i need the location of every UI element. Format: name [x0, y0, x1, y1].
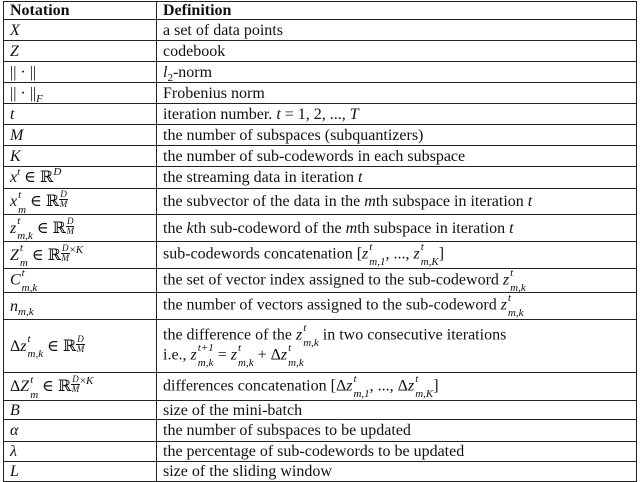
- notation-cell: [4, 41, 157, 62]
- superscript: [22, 268, 38, 278]
- superscript: [18, 190, 26, 200]
- math-script: m,k: [510, 281, 526, 294]
- superscript: [369, 242, 385, 252]
- math-variable: z: [413, 245, 420, 263]
- math-script: t: [288, 342, 292, 354]
- definition-cell: [157, 104, 637, 125]
- math-variable: z: [295, 326, 303, 344]
- superscript: [53, 166, 61, 178]
- math-text: th sub-codeword of the: [193, 219, 346, 237]
- math-script: t: [238, 342, 242, 354]
- subscript: [303, 338, 319, 348]
- sup-sub-script: [288, 342, 304, 369]
- fraction-denominator: M: [76, 343, 85, 354]
- math-variable: Z: [10, 42, 19, 60]
- subscript: [30, 390, 38, 400]
- definition-cell: [157, 41, 637, 62]
- math-script: [66, 215, 75, 236]
- sup-sub-script: [18, 188, 27, 216]
- math-script: t: [17, 166, 21, 178]
- superscript: [421, 242, 439, 252]
- subscript: [353, 389, 369, 399]
- superscript: [76, 333, 85, 354]
- math-script: m,k: [238, 357, 254, 369]
- sup-sub-script: [353, 372, 370, 400]
- definition-cell: [157, 215, 637, 242]
- math-text: the subvector of the data in the: [163, 193, 365, 210]
- notation-cell: [4, 373, 157, 401]
- superscript: [17, 216, 33, 226]
- math-text: sub-codewords concatenation [: [163, 245, 363, 263]
- notation-cell: [4, 104, 157, 125]
- notation-cell: [4, 189, 157, 215]
- table-row: [4, 373, 637, 401]
- sup-sub-script: [415, 372, 434, 400]
- math-script: t: [30, 373, 34, 386]
- header-notation: Notation: [4, 2, 157, 20]
- math-variable: C: [10, 271, 21, 289]
- math-script: m,k: [507, 307, 524, 319]
- fraction-numerator: D: [60, 189, 67, 200]
- math-variable: X: [10, 21, 20, 39]
- math-text: ×: [79, 375, 87, 388]
- table-row: [4, 215, 637, 242]
- subscript: [238, 358, 254, 368]
- sup-sub-script: [19, 242, 28, 270]
- math-script: m,k: [21, 281, 38, 294]
- fraction-denominator: M: [59, 199, 68, 210]
- definition-cell: [157, 373, 637, 401]
- fraction-numerator: D: [72, 374, 79, 385]
- definition-cell: [157, 20, 637, 41]
- fraction: [59, 190, 68, 209]
- superscript: [66, 215, 75, 236]
- fraction: [66, 217, 75, 236]
- math-script: m,1: [369, 256, 386, 268]
- math-script: m,k: [17, 230, 33, 243]
- math-text: , ...,: [385, 245, 414, 263]
- notation-cell: [4, 266, 157, 294]
- notation-cell: [4, 320, 157, 373]
- math-text: the: [163, 219, 187, 237]
- sup-sub-script: [420, 241, 439, 268]
- math-variable: t: [527, 193, 533, 210]
- notation-cell: [4, 146, 157, 167]
- superscript: [59, 189, 68, 210]
- subscript: [288, 358, 304, 368]
- fraction-numerator: D: [66, 215, 74, 226]
- math-variable: z: [346, 377, 353, 395]
- math-variable: z: [362, 245, 369, 263]
- math-variable: Z: [10, 246, 19, 264]
- definition-cell: [157, 189, 637, 215]
- definition-cell: [157, 62, 637, 83]
- math-script: t: [510, 266, 514, 279]
- notation-cell: [4, 420, 157, 442]
- table-row: [4, 189, 637, 215]
- math-text: ]: [438, 245, 445, 263]
- sup-sub-script: [17, 215, 33, 243]
- notation-cell: [4, 125, 157, 146]
- fraction-denominator: M: [66, 225, 74, 236]
- math-variable: α: [10, 422, 19, 439]
- math-script: m,k: [27, 348, 44, 361]
- math-text: = 1, 2, ...,: [280, 105, 350, 123]
- superscript: [510, 268, 526, 278]
- math-script: m: [19, 257, 28, 270]
- subscript: [18, 205, 26, 215]
- math-script: m,K: [420, 256, 439, 268]
- table-row: [4, 462, 637, 482]
- math-variable: λ: [10, 443, 17, 460]
- notation-cell: [4, 442, 157, 462]
- math-text: the streaming data in iteration: [163, 169, 359, 186]
- definition-cell: [157, 242, 637, 269]
- notation-cell: [4, 462, 157, 482]
- math-variable: L: [10, 463, 19, 480]
- math-variable: k: [186, 219, 194, 237]
- sup-sub-script: [238, 342, 254, 369]
- fraction: [71, 375, 80, 394]
- math-variable: n: [10, 297, 18, 315]
- math-text: + Δ: [253, 346, 281, 364]
- math-script: [76, 333, 85, 354]
- fraction-denominator: M: [61, 252, 69, 263]
- notation-cell: [4, 401, 157, 420]
- notation-cell: [4, 242, 157, 269]
- math-script: m,1: [353, 387, 370, 400]
- math-script: t: [415, 372, 419, 385]
- definition-cell: [157, 320, 637, 373]
- sup-sub-script: [369, 241, 386, 268]
- math-script: [59, 189, 68, 210]
- subscript: [17, 231, 33, 241]
- math-text: ∈ ℝ: [27, 246, 61, 264]
- math-text: ∈ ℝ: [26, 193, 60, 211]
- math-text: the number of sub-codewords in each subspace: [163, 147, 466, 165]
- table-row: [4, 125, 637, 146]
- math-script: t: [353, 372, 357, 385]
- superscript: [303, 323, 319, 333]
- table-row: [4, 83, 637, 104]
- math-text: the number of subspaces (subquantizers): [163, 126, 424, 144]
- math-script: t: [19, 242, 23, 255]
- sup-sub-script: [303, 322, 319, 349]
- math-variable: z: [500, 296, 507, 314]
- math-text: ∈ ℝ: [32, 219, 66, 237]
- math-text: th subspace in iteration: [375, 193, 528, 210]
- definition-cell: [157, 146, 637, 167]
- math-variable: B: [10, 401, 20, 419]
- math-text: =: [213, 346, 231, 364]
- math-script: t+1: [197, 342, 214, 354]
- math-text: || · ||: [10, 63, 37, 81]
- definition-cell: [157, 83, 637, 104]
- math-variable: z: [190, 346, 197, 364]
- math-text: ∈ ℝ: [20, 169, 54, 186]
- superscript: [28, 334, 44, 344]
- math-text: the percentage of sub-codewords to be updated: [163, 443, 465, 460]
- math-text: ∈ ℝ: [43, 337, 77, 355]
- superscript: [353, 374, 369, 384]
- math-script: t: [17, 215, 21, 228]
- fraction-numerator: D: [62, 242, 69, 253]
- math-variable: M: [10, 126, 24, 144]
- definition-cell: [157, 293, 637, 320]
- math-text: size of the mini-batch: [163, 401, 303, 419]
- fraction-denominator: M: [71, 384, 80, 395]
- subscript: [22, 283, 38, 293]
- math-text: the number of subspaces to be updated: [163, 422, 411, 439]
- math-script: [71, 374, 94, 395]
- math-variable: t: [509, 219, 514, 237]
- table-row: [4, 20, 637, 41]
- subscript: [415, 389, 433, 399]
- math-script: m,k: [288, 357, 304, 369]
- math-text: Δ: [10, 337, 21, 355]
- math-variable: K: [10, 147, 21, 165]
- superscript: [71, 374, 94, 395]
- math-script: D: [53, 166, 62, 178]
- sup-sub-script: [21, 266, 38, 294]
- notation-cell: [4, 167, 157, 189]
- fraction-numerator: D: [77, 333, 84, 344]
- math-script: t: [303, 322, 307, 334]
- math-text: differences concatenation [Δ: [163, 377, 347, 395]
- subscript: [369, 257, 385, 267]
- sup-sub-script: [510, 266, 526, 294]
- math-text: ∈ ℝ: [38, 378, 72, 396]
- fraction: [61, 244, 70, 263]
- math-variable: m: [345, 219, 358, 237]
- math-variable: t: [276, 105, 281, 123]
- definition-cell: [157, 442, 637, 462]
- sup-sub-script: [197, 342, 214, 369]
- math-variable: z: [20, 337, 27, 355]
- math-text: size of the sliding window: [163, 463, 332, 480]
- table-row: [4, 104, 637, 125]
- sup-sub-script: [27, 333, 44, 361]
- header-definition: Definition: [157, 2, 637, 20]
- table-row: [4, 167, 637, 189]
- superscript: [415, 374, 433, 384]
- math-script: m,K: [415, 387, 434, 400]
- math-text: Δ: [10, 378, 21, 396]
- math-variable: m: [364, 193, 376, 210]
- math-variable: x: [10, 169, 18, 186]
- math-variable: t: [358, 169, 363, 186]
- math-script: t: [27, 333, 31, 346]
- math-script: m: [18, 203, 27, 216]
- math-variable: T: [349, 105, 359, 123]
- subscript: [508, 308, 524, 318]
- subscript: [421, 257, 439, 267]
- notation-table: [3, 1, 637, 482]
- header-row: [4, 2, 637, 20]
- superscript: [61, 242, 84, 263]
- math-variable: z: [502, 271, 510, 289]
- definition-cell: [157, 167, 637, 189]
- definition-cell: [157, 266, 637, 294]
- math-variable: K: [86, 375, 94, 388]
- table-row: [4, 41, 637, 62]
- superscript: [20, 243, 28, 253]
- table-row: [4, 442, 637, 462]
- math-variable: t: [10, 105, 15, 123]
- notation-cell: [4, 20, 157, 41]
- fraction: [76, 335, 85, 354]
- table-row: [4, 62, 637, 83]
- math-text: th subspace in iteration: [357, 219, 510, 237]
- math-script: t: [21, 266, 25, 279]
- subscript: [18, 306, 34, 318]
- table-row: [4, 420, 637, 442]
- definition-cell: [157, 401, 637, 420]
- definition-cell: [157, 420, 637, 442]
- math-script: m: [30, 388, 39, 401]
- math-script: F: [36, 92, 43, 105]
- math-text: iteration number.: [163, 105, 277, 123]
- table-row: [4, 269, 637, 293]
- superscript: [198, 343, 214, 353]
- notation-cell: [4, 62, 157, 83]
- notation-cell: [4, 215, 157, 242]
- math-text: a set of data points: [163, 21, 283, 39]
- superscript: [508, 293, 524, 303]
- math-variable: Z: [20, 378, 30, 396]
- math-text: the difference of the: [163, 326, 296, 344]
- subscript: [510, 283, 526, 293]
- math-text: -norm: [172, 63, 213, 81]
- table-body: [4, 20, 637, 482]
- math-script: m,k: [303, 337, 319, 349]
- subscript: [28, 349, 44, 359]
- math-text: Frobenius norm: [163, 84, 265, 102]
- definition-cell: [157, 125, 637, 146]
- math-script: t: [420, 241, 424, 253]
- math-variable: z: [10, 219, 17, 237]
- math-text: codebook: [163, 42, 226, 60]
- math-variable: l: [163, 63, 168, 81]
- math-text: the set of vector index assigned to the sub-codeword: [163, 271, 503, 289]
- sup-sub-script: [507, 292, 524, 319]
- table-row: [4, 242, 637, 269]
- math-variable: z: [280, 346, 288, 364]
- math-script: m,k: [18, 305, 34, 318]
- math-script: t: [369, 241, 373, 253]
- math-text: 2: [167, 71, 173, 84]
- notation-cell: [4, 83, 157, 104]
- math-text: , ..., Δ: [369, 377, 408, 395]
- math-variable: K: [75, 243, 84, 256]
- table-row: [4, 146, 637, 167]
- math-variable: z: [230, 346, 238, 364]
- math-text: || · ||: [10, 84, 37, 102]
- notation-cell: [4, 293, 157, 320]
- subscript: [198, 358, 214, 368]
- table-row: [4, 320, 637, 373]
- definition-cell: [157, 462, 637, 482]
- subscript: [36, 93, 43, 105]
- math-script: t: [507, 292, 511, 304]
- superscript: [238, 343, 254, 353]
- superscript: [288, 343, 304, 353]
- math-variable: z: [407, 377, 415, 395]
- sup-sub-script: [30, 373, 39, 401]
- math-script: t: [18, 188, 22, 201]
- math-variable: x: [10, 193, 18, 211]
- math-script: m,k: [197, 357, 214, 369]
- superscript: [30, 375, 38, 385]
- math-text: the number of vectors assigned to the sub-codeword: [163, 296, 501, 314]
- table-row: [4, 401, 637, 420]
- math-text: in two consecutive iterations: [318, 326, 507, 344]
- math-script: [61, 242, 84, 263]
- math-text: ]: [433, 377, 439, 395]
- math-text: ×: [69, 243, 76, 256]
- table-row: [4, 293, 637, 320]
- math-text: i.e.,: [163, 346, 191, 364]
